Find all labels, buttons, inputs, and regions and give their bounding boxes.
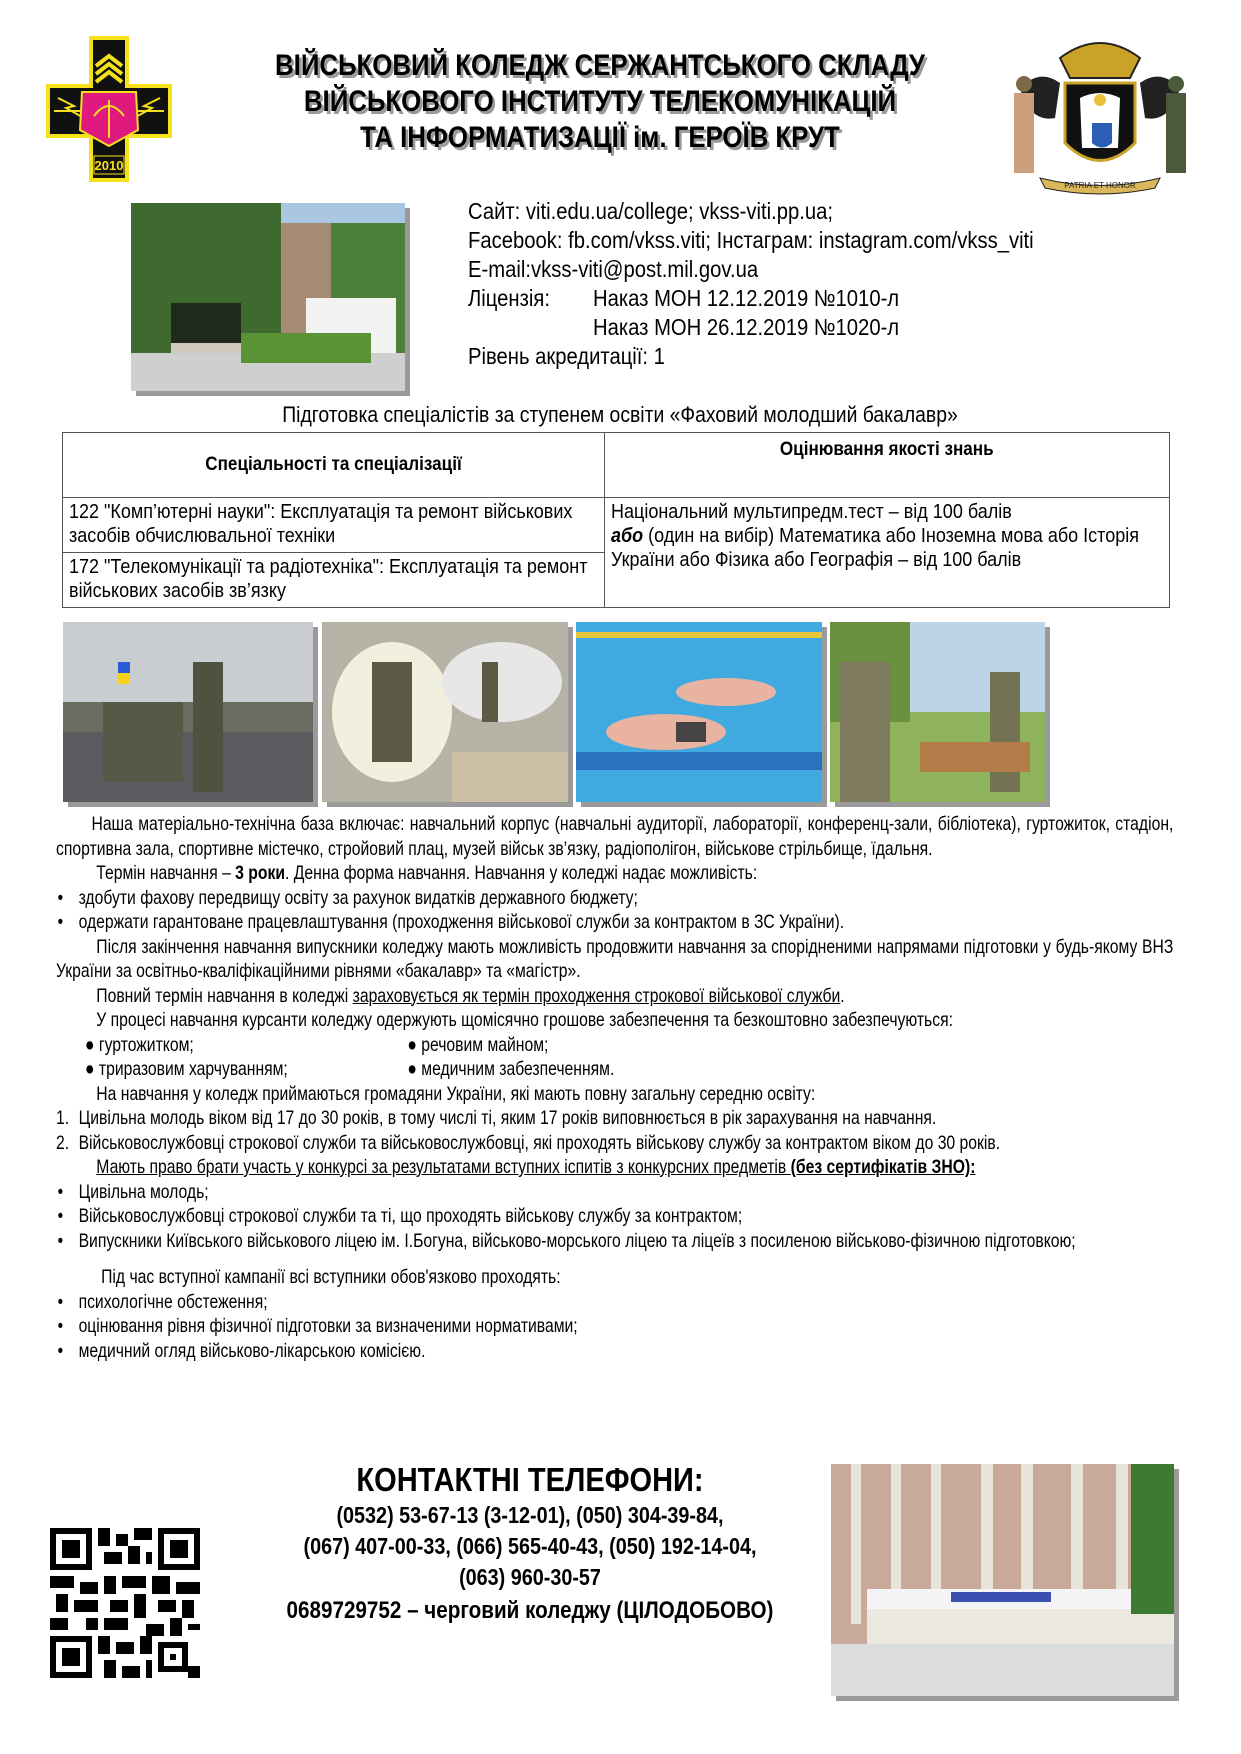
license-line [468, 313, 1102, 342]
site-link[interactable]: Сайт: viti.edu.ua/college; vkss-viti.pp.ua; [468, 198, 834, 224]
phone-numbers: (067) 407-00-33, (066) 565-40-43, (050) 192-14-04, [303, 1533, 757, 1559]
provision-paragraph: У процесі навчання курсанти коледжу одержують щомісячно грошове забезпечення та безкоштовно забезпечуються: [96, 1009, 953, 1031]
list-item: • Випускники Київського військового ліцею ім. І.Богуна, військово-морського ліцею та ліцеїв з посиленою військово-фізичною підготовкою; [56, 1229, 1196, 1254]
title-line: ВІЙСЬКОВИЙ КОЛЕДЖ СЕРЖАНТСЬКОГО СКЛАДУ [275, 49, 925, 82]
main-text [56, 812, 1174, 1363]
table-header: Оцінювання якості знань [605, 433, 1170, 498]
list-item: ● триразовим харчуванням; [85, 1058, 288, 1080]
parade-photo [63, 622, 313, 802]
email-link[interactable]: E-mail:vkss-viti@post.mil.gov.ua [468, 256, 759, 282]
after-paragraph: Після закінчення навчання випускники коледжу мають можливість продовжити навчання за спорідненими напрямами підготовки у будь-якому ВНЗ України за освітньо-кваліфікаційними рівнями «бакалавр» та «магістр». [56, 935, 1174, 982]
qr-code [50, 1528, 200, 1678]
license-line [468, 284, 1102, 313]
list-item: ● медичним забезпеченням. [407, 1058, 615, 1080]
svg-text:2010: 2010 [94, 158, 124, 173]
provision-list [56, 1033, 1202, 1058]
list-item: • одержати гарантоване працевлаштування (проходження військової служби за контрактом в ЗС України). [56, 910, 1196, 935]
duty-phone: 0689729752 – черговий коледжу (ЦІЛОДОБОВО) [286, 1597, 774, 1624]
list-item: • медичний огляд військово-лікарською комісією. [56, 1339, 1196, 1364]
assessment-cell: Національний мультипредм.тест – від 100 балів або (один на вибір) Математика або Іноземна мова або Історія України або Фізика або Географія – від 100 балів [605, 498, 1170, 608]
contacts-heading: КОНТАКТНІ ТЕЛЕФОНИ: [356, 1461, 704, 1498]
list-item: • оцінювання рівня фізичної підготовки за визначеними нормативами; [56, 1314, 1196, 1339]
campaign-paragraph: Під час вступної кампанії всі вступники обов'язково проходять: [101, 1266, 561, 1288]
license-label: Ліцензія: [468, 285, 550, 311]
phone-numbers: (063) 960-30-57 [459, 1564, 601, 1590]
table-header: Спеціальності та спеціалізації [63, 433, 605, 498]
campus-photo [131, 203, 405, 391]
specialties-table [62, 432, 1170, 608]
svg-text:PATRIA ET HONOR: PATRIA ET HONOR [1064, 181, 1136, 190]
list-item: • психологічне обстеження; [56, 1290, 1196, 1315]
social-links[interactable]: Facebook: fb.com/vkss.viti; Інстаграм: instagram.com/vkss_viti [468, 227, 1034, 253]
admission-paragraph: На навчання у коледж приймаються громадяни України, які мають повну загальну середню освіту: [96, 1082, 816, 1105]
accreditation: Рівень акредитації: 1 [468, 343, 665, 369]
page-title [256, 48, 944, 156]
numbered-item: 1. Цивільна молодь віком від 17 до 30 років, в тому числі ті, яким 17 років виповнюється в рік зарахування на навчання. [56, 1107, 937, 1129]
phone-numbers: (0532) 53-67-13 (3-12-01), (050) 304-39-84, [336, 1502, 724, 1528]
competition-paragraph: Мають право брати участь у конкурсі за результатами вступних іспитів з конкурсних предметів (без сертифікатів ЗНО): [96, 1156, 976, 1178]
term-paragraph: Термін навчання – 3 роки. Денна форма навчання. Навчання у коледжі надає можливість: [96, 862, 758, 884]
tactical-training-photo [322, 622, 568, 802]
title-line: ТА ІНФОРМАТИЗАЦІЇ ім. ГЕРОЇВ КРУТ [360, 121, 840, 154]
list-item: • здобути фахову передвищу освіту за рахунок видатків державного бюджету; [56, 886, 1196, 911]
table-row: 122 "Комп’ютерні науки": Експлуатація та ремонт військових засобів обчислювальної техніки [63, 498, 605, 553]
list-item: ● речовим майном; [407, 1033, 549, 1056]
college-emblem [44, 34, 174, 184]
contact-info [468, 197, 1188, 371]
license-2: Наказ МОН 26.12.2019 №1020-л [592, 314, 900, 340]
license-1: Наказ МОН 12.12.2019 №1010-л [592, 285, 900, 311]
facilities-paragraph: Наша матеріально-технічна база включає: навчальний корпус (навчальні аудиторії, лабораторії, конференц-зали, бібліотека), гуртожиток, стадіон, спортивна зала, спортивне містечко, стройовий плац, музей військ зв’язку, радіополігон, військове стрільбище, їдальня. [56, 813, 1174, 860]
table-row: 172 "Телекомунікації та радіотехніка": Експлуатація та ремонт військових засобів зв’язку [63, 553, 605, 608]
list-item: ● гуртожитком; [85, 1033, 194, 1056]
field-comms-photo [830, 622, 1045, 802]
title-line: ВІЙСЬКОВОГО ІНСТИТУТУ ТЕЛЕКОМУНІКАЦІЙ [303, 85, 897, 118]
preparation-heading: Підготовка спеціалістів за ступенем освіти «Фаховий молодший бакалавр» [282, 402, 958, 427]
provision-list [56, 1057, 1202, 1082]
building-photo [831, 1464, 1174, 1696]
full-term-paragraph: Повний термін навчання в коледжі зараховується як термін проходження строкової військової служби. [96, 984, 845, 1007]
contacts-block [230, 1460, 830, 1629]
institute-coat-of-arms [1000, 28, 1200, 198]
list-item: • Військовослужбовці строкової служби та ті, що проходять військову службу за контрактом; [56, 1204, 1196, 1229]
numbered-item: 2. Військовослужбовці строкової служби та військовослужбовці, які проходять військову службу за контрактом віком до 30 років. [56, 1131, 1001, 1154]
list-item: • Цивільна молодь; [56, 1180, 1196, 1205]
swimming-photo [576, 622, 822, 802]
